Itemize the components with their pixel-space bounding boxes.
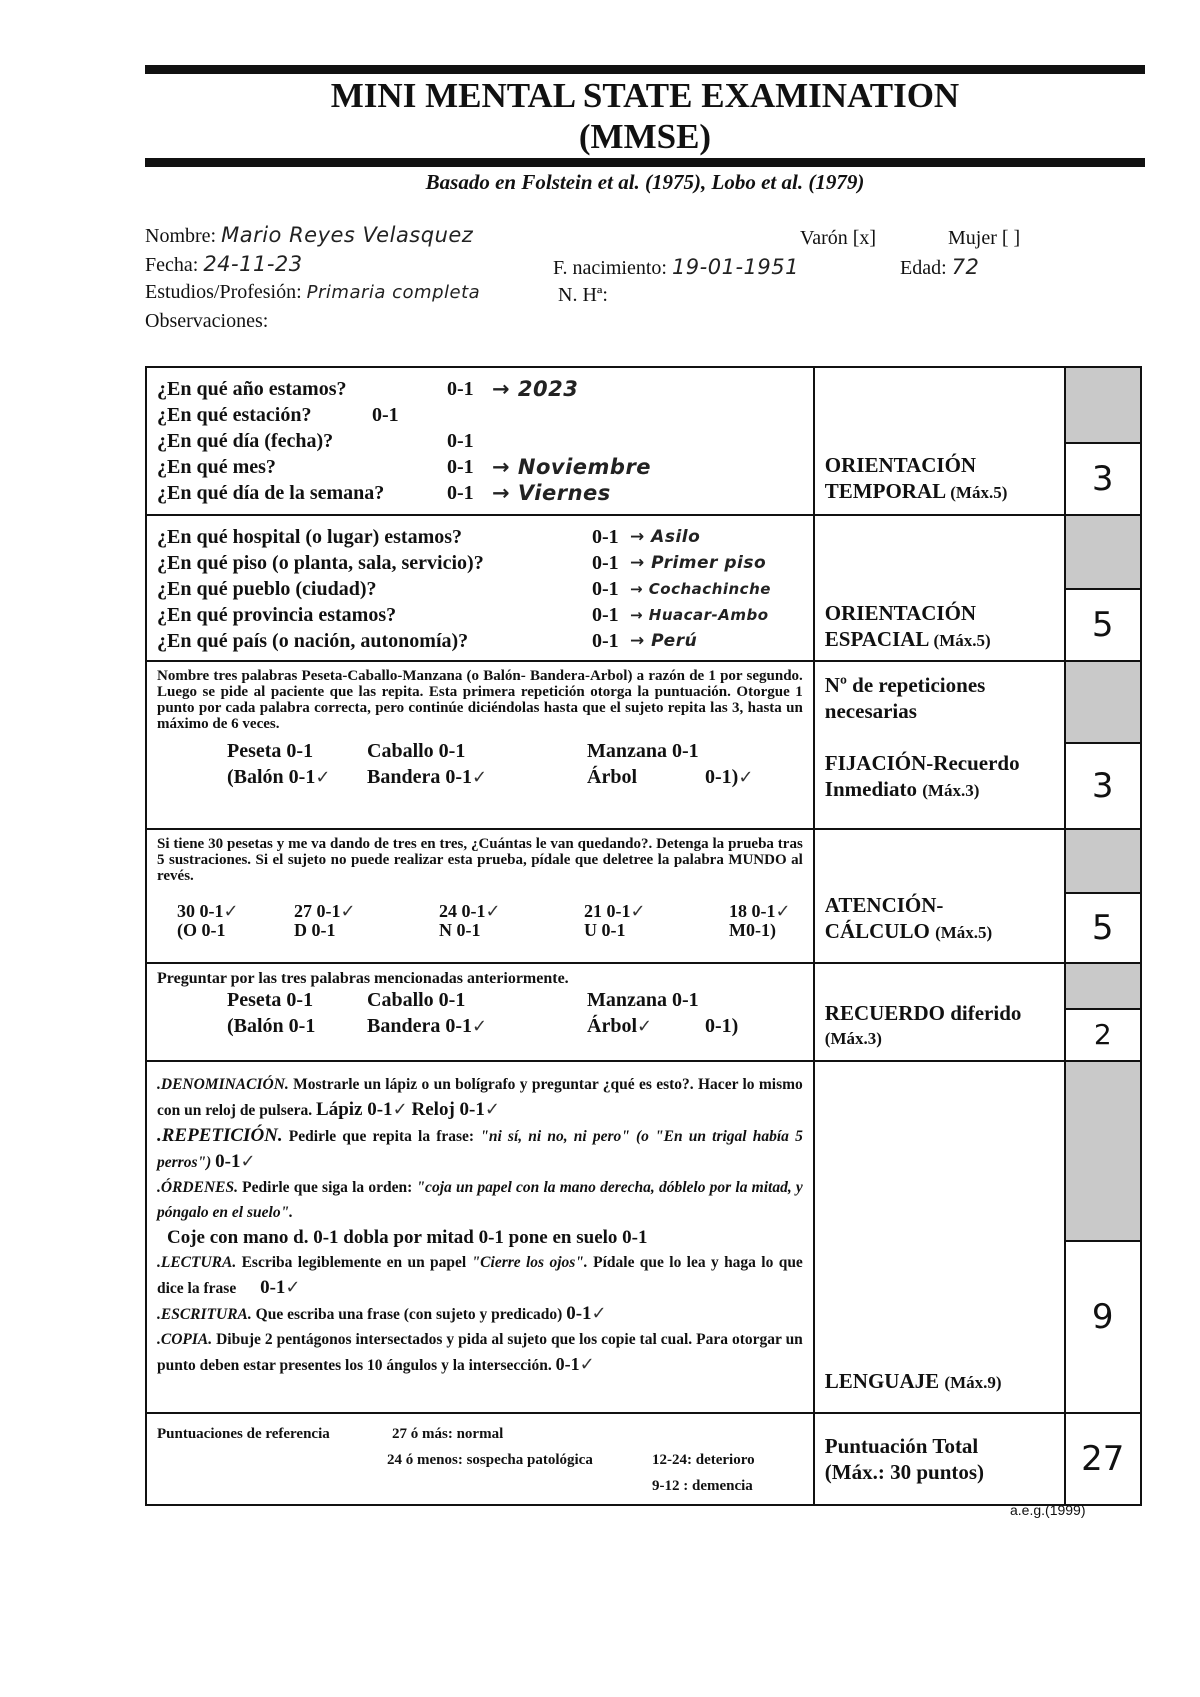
lenguaje-score: 9	[1091, 1297, 1114, 1337]
total-category	[815, 1433, 1064, 1485]
ref-sospecha: 24 ó menos: sospecha patológica	[387, 1452, 593, 1468]
nombre-label: Nombre:	[145, 225, 217, 247]
nombre-row	[145, 223, 473, 248]
word-balon: (Balón 0-1	[227, 766, 316, 788]
category-label: RECUERDO diferido	[824, 1001, 1022, 1025]
varon-mark: [x]	[852, 227, 877, 249]
nacimiento-value: 19-01-1951	[671, 255, 799, 279]
recuerdo-category	[815, 1000, 1064, 1060]
lectura-text2: Pídale que lo lea y haga lo que dice la frase	[157, 1254, 803, 1297]
category-max: (Máx.3)	[922, 781, 980, 800]
estudios-label: Estudios/Profesión:	[145, 281, 302, 303]
fecha-value: 24-11-23	[203, 252, 303, 276]
edad-value: 72	[951, 255, 980, 279]
letter-n: N 0-1	[439, 920, 481, 940]
recuerdo-text: Preguntar por las tres palabras mencionadas anteriormente.	[157, 970, 569, 987]
ref-deterioro: 12-24: deterioro	[652, 1452, 755, 1468]
question-text: ¿En qué año estamos?	[157, 378, 347, 400]
title-line2: (MMSE)	[578, 117, 712, 156]
check-mark: ✓	[775, 901, 791, 922]
question-score: 0-1	[447, 430, 474, 452]
question-answer: → Viernes	[492, 481, 611, 505]
question-row	[157, 524, 803, 550]
lenguaje-category	[815, 1368, 1064, 1412]
question-row	[157, 550, 803, 576]
word-caballo: Caballo 0-1	[367, 740, 466, 762]
question-row	[157, 402, 803, 428]
temporal-category	[815, 452, 1064, 514]
check-mark: ✓	[485, 901, 501, 922]
reference-scores	[147, 1414, 813, 1504]
section-temporal	[146, 367, 1141, 515]
estudios-row	[145, 281, 480, 304]
varon-field	[800, 227, 876, 250]
word-arbol: Árbol	[587, 766, 637, 788]
nacimiento-label: F. nacimiento:	[553, 257, 667, 279]
words-row2	[227, 764, 803, 791]
score-shaded-cell	[1066, 662, 1141, 744]
atencion-score: 5	[1091, 908, 1114, 948]
check-mark: ✓	[579, 1354, 595, 1375]
question-score: 0-1	[592, 552, 619, 574]
question-text: ¿En qué día de la semana?	[157, 482, 385, 504]
espacial-score: 5	[1091, 605, 1114, 645]
repeticion-phrase: "ni sí, ni no, ni pero" (o "En un trigal había 5 perros")	[157, 1128, 803, 1171]
question-text: ¿En qué día (fecha)?	[157, 430, 334, 452]
question-row	[157, 480, 803, 506]
score-shaded-cell	[1066, 830, 1141, 894]
question-score: 0-1	[592, 526, 619, 548]
ref-demencia: 9-12 : demencia	[652, 1478, 753, 1494]
edad-row	[900, 255, 979, 280]
fijacion-category	[815, 742, 1064, 804]
section-recuerdo	[146, 963, 1141, 1061]
word-arbol-score: 0-1)	[705, 766, 739, 788]
category-label: FIJACIÓN-Recuerdo Inmediato	[824, 751, 1020, 801]
words-row1	[227, 738, 803, 764]
question-text: ¿En qué piso (o planta, sala, servicio)?	[157, 552, 484, 574]
bottom-rule	[145, 158, 1145, 167]
reloj-score: Reloj 0-1	[411, 1099, 485, 1120]
copia-score: 0-1	[555, 1354, 580, 1374]
word-bandera: Bandera 0-1	[367, 1015, 472, 1037]
category-max: (Máx.5)	[935, 923, 993, 942]
word-arbol-score: 0-1)	[705, 1015, 739, 1037]
word-arbol: Árbol	[587, 1015, 637, 1037]
recuerdo-words	[147, 987, 813, 1044]
word-bandera: Bandera 0-1	[367, 766, 472, 788]
question-answer: → Noviembre	[492, 455, 652, 479]
question-score: 0-1	[447, 456, 474, 478]
question-answer: → Perú	[630, 631, 698, 651]
section-atencion	[146, 829, 1141, 963]
check-mark: ✓	[285, 1277, 301, 1298]
ordenes-text: Pedirle que siga la orden:	[242, 1179, 413, 1196]
mundo-row	[177, 921, 803, 940]
word-caballo: Caballo 0-1	[367, 989, 466, 1011]
ref-label: Puntuaciones de referencia	[157, 1426, 330, 1442]
question-row	[157, 576, 803, 602]
words-row1	[227, 987, 803, 1013]
title-line1: MINI MENTAL STATE EXAMINATION	[330, 76, 960, 115]
question-row	[157, 602, 803, 628]
denominacion-title: .DENOMINACIÓN.	[157, 1076, 289, 1093]
question-row	[157, 454, 803, 480]
check-mark: ✓	[240, 1151, 256, 1172]
question-score: 0-1	[592, 604, 619, 626]
ordenes-title: .ÓRDENES.	[157, 1179, 238, 1196]
top-rule	[145, 65, 1145, 74]
question-text: ¿En qué hospital (o lugar) estamos?	[157, 526, 463, 548]
fecha-label: Fecha:	[145, 254, 199, 276]
question-text: ¿En qué provincia estamos?	[157, 604, 397, 626]
question-score: 0-1	[592, 578, 619, 600]
word-manzana: Manzana 0-1	[587, 989, 699, 1011]
score-shaded-cell	[1066, 368, 1141, 444]
estudios-value: Primaria completa	[306, 282, 481, 303]
section-total	[146, 1413, 1141, 1505]
category-max: (Máx.5)	[950, 483, 1008, 502]
letter-m: M0-1)	[729, 920, 776, 940]
category-label: ORIENTACIÓN ESPACIAL	[824, 601, 977, 651]
check-mark: ✓	[591, 1303, 607, 1324]
score-shaded-cell	[1066, 964, 1141, 1010]
observaciones-label: Observaciones:	[145, 310, 269, 332]
subtitle: Basado en Folstein et al. (1975), Lobo et al. (1979)	[425, 170, 865, 194]
lectura-block	[157, 1250, 803, 1301]
fecha-row	[145, 252, 303, 277]
question-text: ¿En qué mes?	[157, 456, 276, 478]
nh-label: N. Hª:	[558, 284, 608, 306]
section-espacial	[146, 515, 1141, 661]
score-shaded-cell	[1066, 516, 1141, 590]
subtraction-27: 27 0-1	[294, 901, 341, 921]
nombre-value: Mario Reyes Velasquez	[221, 223, 474, 247]
letter-o: (O 0-1	[177, 920, 226, 940]
fijacion-score: 3	[1091, 766, 1114, 806]
recuerdo-score: 2	[1093, 1018, 1112, 1051]
atencion-values	[147, 890, 813, 940]
repeticion-title: .REPETICIÓN.	[157, 1125, 283, 1146]
denominacion-block	[157, 1072, 803, 1123]
word-peseta: Peseta 0-1	[227, 740, 314, 762]
ref-normal: 27 ó más: normal	[392, 1426, 504, 1442]
score-shaded-cell	[1066, 1062, 1141, 1242]
lectura-phrase: "Cierre los ojos".	[471, 1254, 588, 1271]
espacial-category	[815, 600, 1064, 660]
question-row	[157, 376, 803, 402]
category-label: LENGUAJE	[824, 1369, 940, 1393]
edad-label: Edad:	[900, 257, 947, 279]
word-balon: (Balón 0-1	[227, 1015, 316, 1037]
mmse-table	[145, 366, 1142, 1506]
lenguaje-instructions	[147, 1062, 813, 1384]
atencion-category	[815, 892, 1064, 962]
question-answer: → 2023	[492, 377, 579, 401]
ordenes-block	[157, 1175, 803, 1225]
subtraction-18: 18 0-1	[729, 901, 776, 921]
lapiz-score: Lápiz 0-1	[316, 1099, 393, 1120]
check-mark: ✓	[392, 1099, 408, 1120]
fijacion-words	[147, 738, 813, 795]
question-text: ¿En qué estación?	[157, 404, 312, 426]
lectura-title: .LECTURA.	[157, 1254, 237, 1271]
question-score: 0-1	[447, 378, 474, 400]
mujer-field	[948, 227, 1020, 250]
fijacion-text: Nombre tres palabras Peseta-Caballo-Manzana (o Balón- Bandera-Arbol) a razón de 1 por segundo. Luego se pide al paciente que las repita. Esta primera repetición otorga la puntuación. Otorgue 1 punto por cada palabra correcta, pero continúe diciéndolas hasta que el sujeto repita las 3, hasta un máximo de 6 veces.	[157, 668, 803, 732]
subtraction-row	[177, 902, 803, 921]
repeticiones-label: Nº de repeticiones necesarias	[824, 673, 986, 723]
repeticion-block	[157, 1123, 803, 1175]
subtraction-21: 21 0-1	[584, 901, 631, 921]
temporal-score: 3	[1091, 459, 1114, 499]
nacimiento-row	[553, 255, 799, 280]
question-score: 0-1	[592, 630, 619, 652]
category-label-line1: ATENCIÓN-	[824, 893, 944, 917]
ordenes-items: Coje con mano d. 0-1 dobla por mitad 0-1 pone en suelo 0-1	[167, 1227, 648, 1248]
escritura-block	[157, 1301, 803, 1327]
check-mark: ✓	[637, 1016, 653, 1037]
copia-title: .COPIA.	[157, 1331, 213, 1348]
question-score: 0-1	[372, 404, 399, 426]
mujer-mark: [ ]	[1001, 227, 1021, 249]
repeticion-score: 0-1	[215, 1151, 241, 1172]
escritura-title: .ESCRITURA.	[157, 1306, 252, 1323]
question-answer: → Asilo	[630, 527, 701, 547]
ordenes-phrase: "coja un papel con la mano derecha, dóblelo por la mitad, y póngalo en el suelo".	[157, 1179, 803, 1221]
letter-u: U 0-1	[584, 920, 626, 940]
check-mark: ✓	[315, 767, 331, 788]
escritura-score: 0-1	[566, 1303, 592, 1324]
subtraction-30: 30 0-1	[177, 901, 224, 921]
copia-text: Dibuje 2 pentágonos intersectados y pida al sujeto que los copie tal cual. Para otorgar un punto deben estar presentes los 10 ángulos y la intersección.	[157, 1331, 803, 1374]
section-lenguaje	[146, 1061, 1141, 1413]
words-row2	[227, 1013, 803, 1040]
check-mark: ✓	[472, 767, 488, 788]
category-label: ORIENTACIÓN TEMPORAL	[824, 453, 977, 503]
repeticion-text: Pedirle que repita la frase:	[288, 1128, 475, 1145]
section-fijacion	[146, 661, 1141, 829]
escritura-text: Que escriba una frase (con sujeto y predicado)	[255, 1306, 563, 1323]
total-label-line2: (Máx.: 30 puntos)	[824, 1460, 985, 1484]
denominacion-text: Mostrarle un lápiz o un bolígrafo y preguntar ¿qué es esto?. Hacer lo mismo con un reloj de pulsera.	[157, 1076, 803, 1119]
word-manzana: Manzana 0-1	[587, 740, 699, 762]
question-answer: → Cochachinche	[630, 580, 771, 598]
atencion-text: Si tiene 30 pesetas y me va dando de tres en tres, ¿Cuántas le van quedando?. Detenga la prueba tras 5 sustraciones. Si el sujeto no puede realizar esta prueba, pídale que deletree la palabra MUNDO al revés.	[157, 836, 803, 884]
letter-d: D 0-1	[294, 920, 336, 940]
temporal-questions	[147, 368, 813, 510]
question-text: ¿En qué país (o nación, autonomía)?	[157, 630, 469, 652]
word-peseta: Peseta 0-1	[227, 989, 314, 1011]
question-row	[157, 428, 803, 454]
varon-label: Varón	[800, 227, 848, 249]
mujer-label: Mujer	[948, 227, 997, 249]
question-answer: → Huacar-Ambo	[630, 606, 769, 624]
lectura-score: 0-1	[260, 1277, 286, 1298]
check-mark: ✓	[630, 901, 646, 922]
check-mark: ✓	[472, 1016, 488, 1037]
category-max: (Máx.3)	[824, 1029, 882, 1048]
total-label-line1: Puntuación Total	[824, 1434, 979, 1458]
subtraction-24: 24 0-1	[439, 901, 486, 921]
espacial-questions	[147, 516, 813, 658]
check-mark: ✓	[738, 767, 754, 788]
question-text: ¿En qué pueblo (ciudad)?	[157, 578, 377, 600]
copia-block	[157, 1327, 803, 1378]
check-mark: ✓	[484, 1099, 500, 1120]
question-score: 0-1	[447, 482, 474, 504]
total-score: 27	[1081, 1439, 1125, 1479]
check-mark: ✓	[223, 901, 239, 922]
question-row	[157, 628, 803, 654]
category-max: (Máx.5)	[933, 631, 991, 650]
category-max: (Máx.9)	[944, 1373, 1002, 1392]
check-mark: ✓	[340, 901, 356, 922]
category-label-line2: CÁLCULO	[824, 919, 930, 943]
footer-credit: a.e.g.(1999)	[1010, 1502, 1086, 1518]
lectura-text: Escriba legiblemente en un papel	[241, 1254, 467, 1271]
question-answer: → Primer piso	[630, 553, 767, 573]
